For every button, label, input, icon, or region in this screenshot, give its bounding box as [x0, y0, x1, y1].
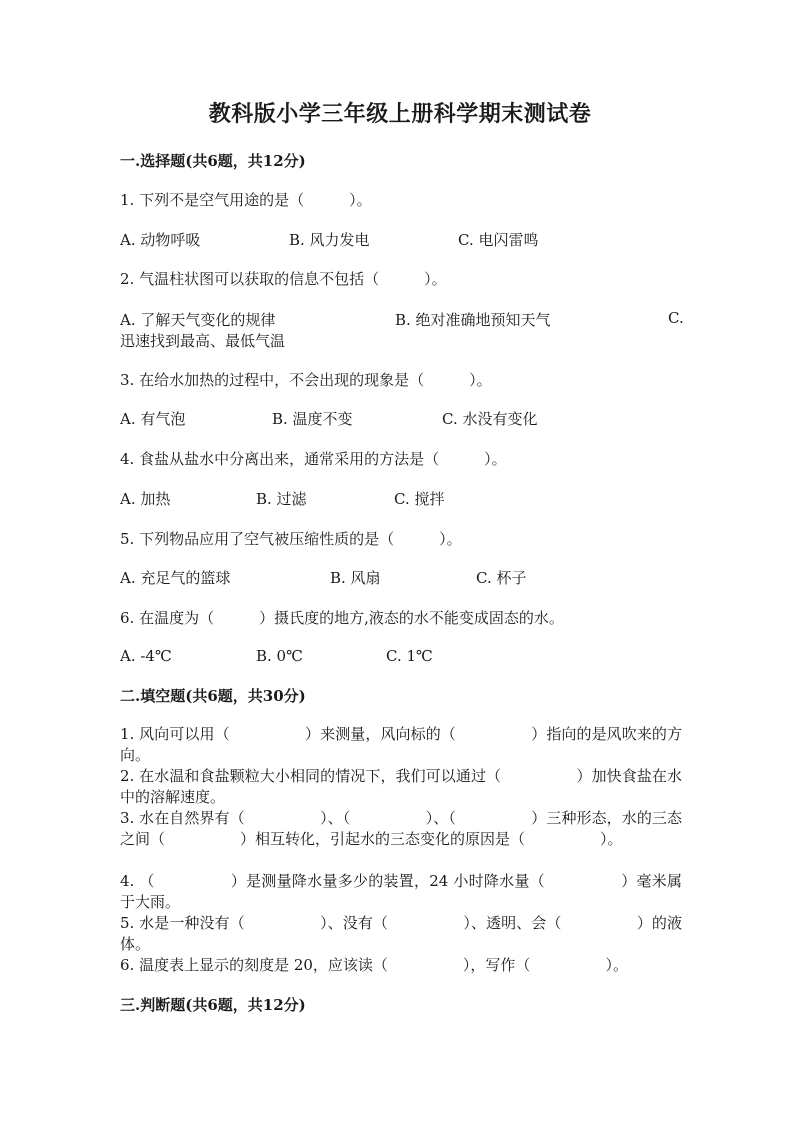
section-heading-fill: 二.填空题(共6题，共30分): [120, 687, 306, 705]
q2-option-b: B. 绝对准确地预知天气: [395, 311, 551, 329]
q4-option-b: B. 过滤: [256, 490, 307, 508]
q3-option-c: C. 水没有变化: [442, 410, 538, 428]
fill-question-2: 2. 在水温和食盐颗粒大小相同的情况下，我们可以通过（ ）加快食盐在水中的溶解速度。: [120, 767, 682, 806]
fill-question-1: 1. 风向可以用（ ）来测量，风向标的（ ）指向的是风吹来的方向。: [120, 725, 682, 764]
q5-option-b: B. 风扇: [330, 569, 381, 587]
page-title: 教科版小学三年级上册科学期末测试卷: [208, 101, 592, 127]
q6-option-a: A. -4℃: [120, 647, 172, 665]
question-5: 5. 下列物品应用了空气被压缩性质的是（ ）。: [120, 530, 462, 548]
fill-question-3: 3. 水在自然界有（ ）、（ ）、（ ）三种形态，水的三态之间（ ）相互转化，引起水的三态变化的原因是（ ）。: [120, 809, 682, 848]
q1-option-b: B. 风力发电: [289, 231, 370, 249]
q3-option-a: A. 有气泡: [120, 410, 186, 428]
q4-option-a: A. 加热: [120, 490, 171, 508]
section-heading-choice: 一.选择题(共6题，共12分): [120, 152, 306, 170]
q2-option-a: A. 了解天气变化的规律: [120, 311, 276, 329]
q2-option-c-text: 迅速找到最高、最低气温: [120, 332, 286, 350]
q6-option-b: B. 0℃: [256, 647, 303, 665]
question-3: 3. 在给水加热的过程中，不会出现的现象是（ ）。: [120, 371, 492, 389]
q5-option-c: C. 杯子: [476, 569, 527, 587]
q6-option-c: C. 1℃: [386, 647, 433, 665]
question-4: 4. 食盐从盐水中分离出来，通常采用的方法是（ ）。: [120, 450, 507, 468]
fill-question-4: 4. （ ）是测量降水量多少的装置，24 小时降水量（ ）毫米属于大雨。: [120, 872, 682, 911]
q3-option-b: B. 温度不变: [272, 410, 353, 428]
q1-option-c: C. 电闪雷鸣: [458, 231, 539, 249]
question-2: 2. 气温柱状图可以获取的信息不包括（ ）。: [120, 270, 447, 288]
q1-option-a: A. 动物呼吸: [120, 231, 201, 249]
question-6: 6. 在温度为（ ）摄氏度的地方,液态的水不能变成固态的水。: [120, 609, 564, 627]
section-heading-judge: 三.判断题(共6题，共12分): [120, 996, 306, 1014]
fill-question-5: 5. 水是一种没有（ ）、没有（ ）、透明、会（ ）的液体。: [120, 914, 682, 953]
q2-option-c: C.: [668, 309, 684, 327]
question-1: 1. 下列不是空气用途的是（ ）。: [120, 191, 372, 209]
fill-question-6: 6. 温度表上显示的刻度是 20，应该读（ ），写作（ ）。: [120, 956, 628, 974]
q5-option-a: A. 充足气的篮球: [120, 569, 231, 587]
q4-option-c: C. 搅拌: [394, 490, 445, 508]
